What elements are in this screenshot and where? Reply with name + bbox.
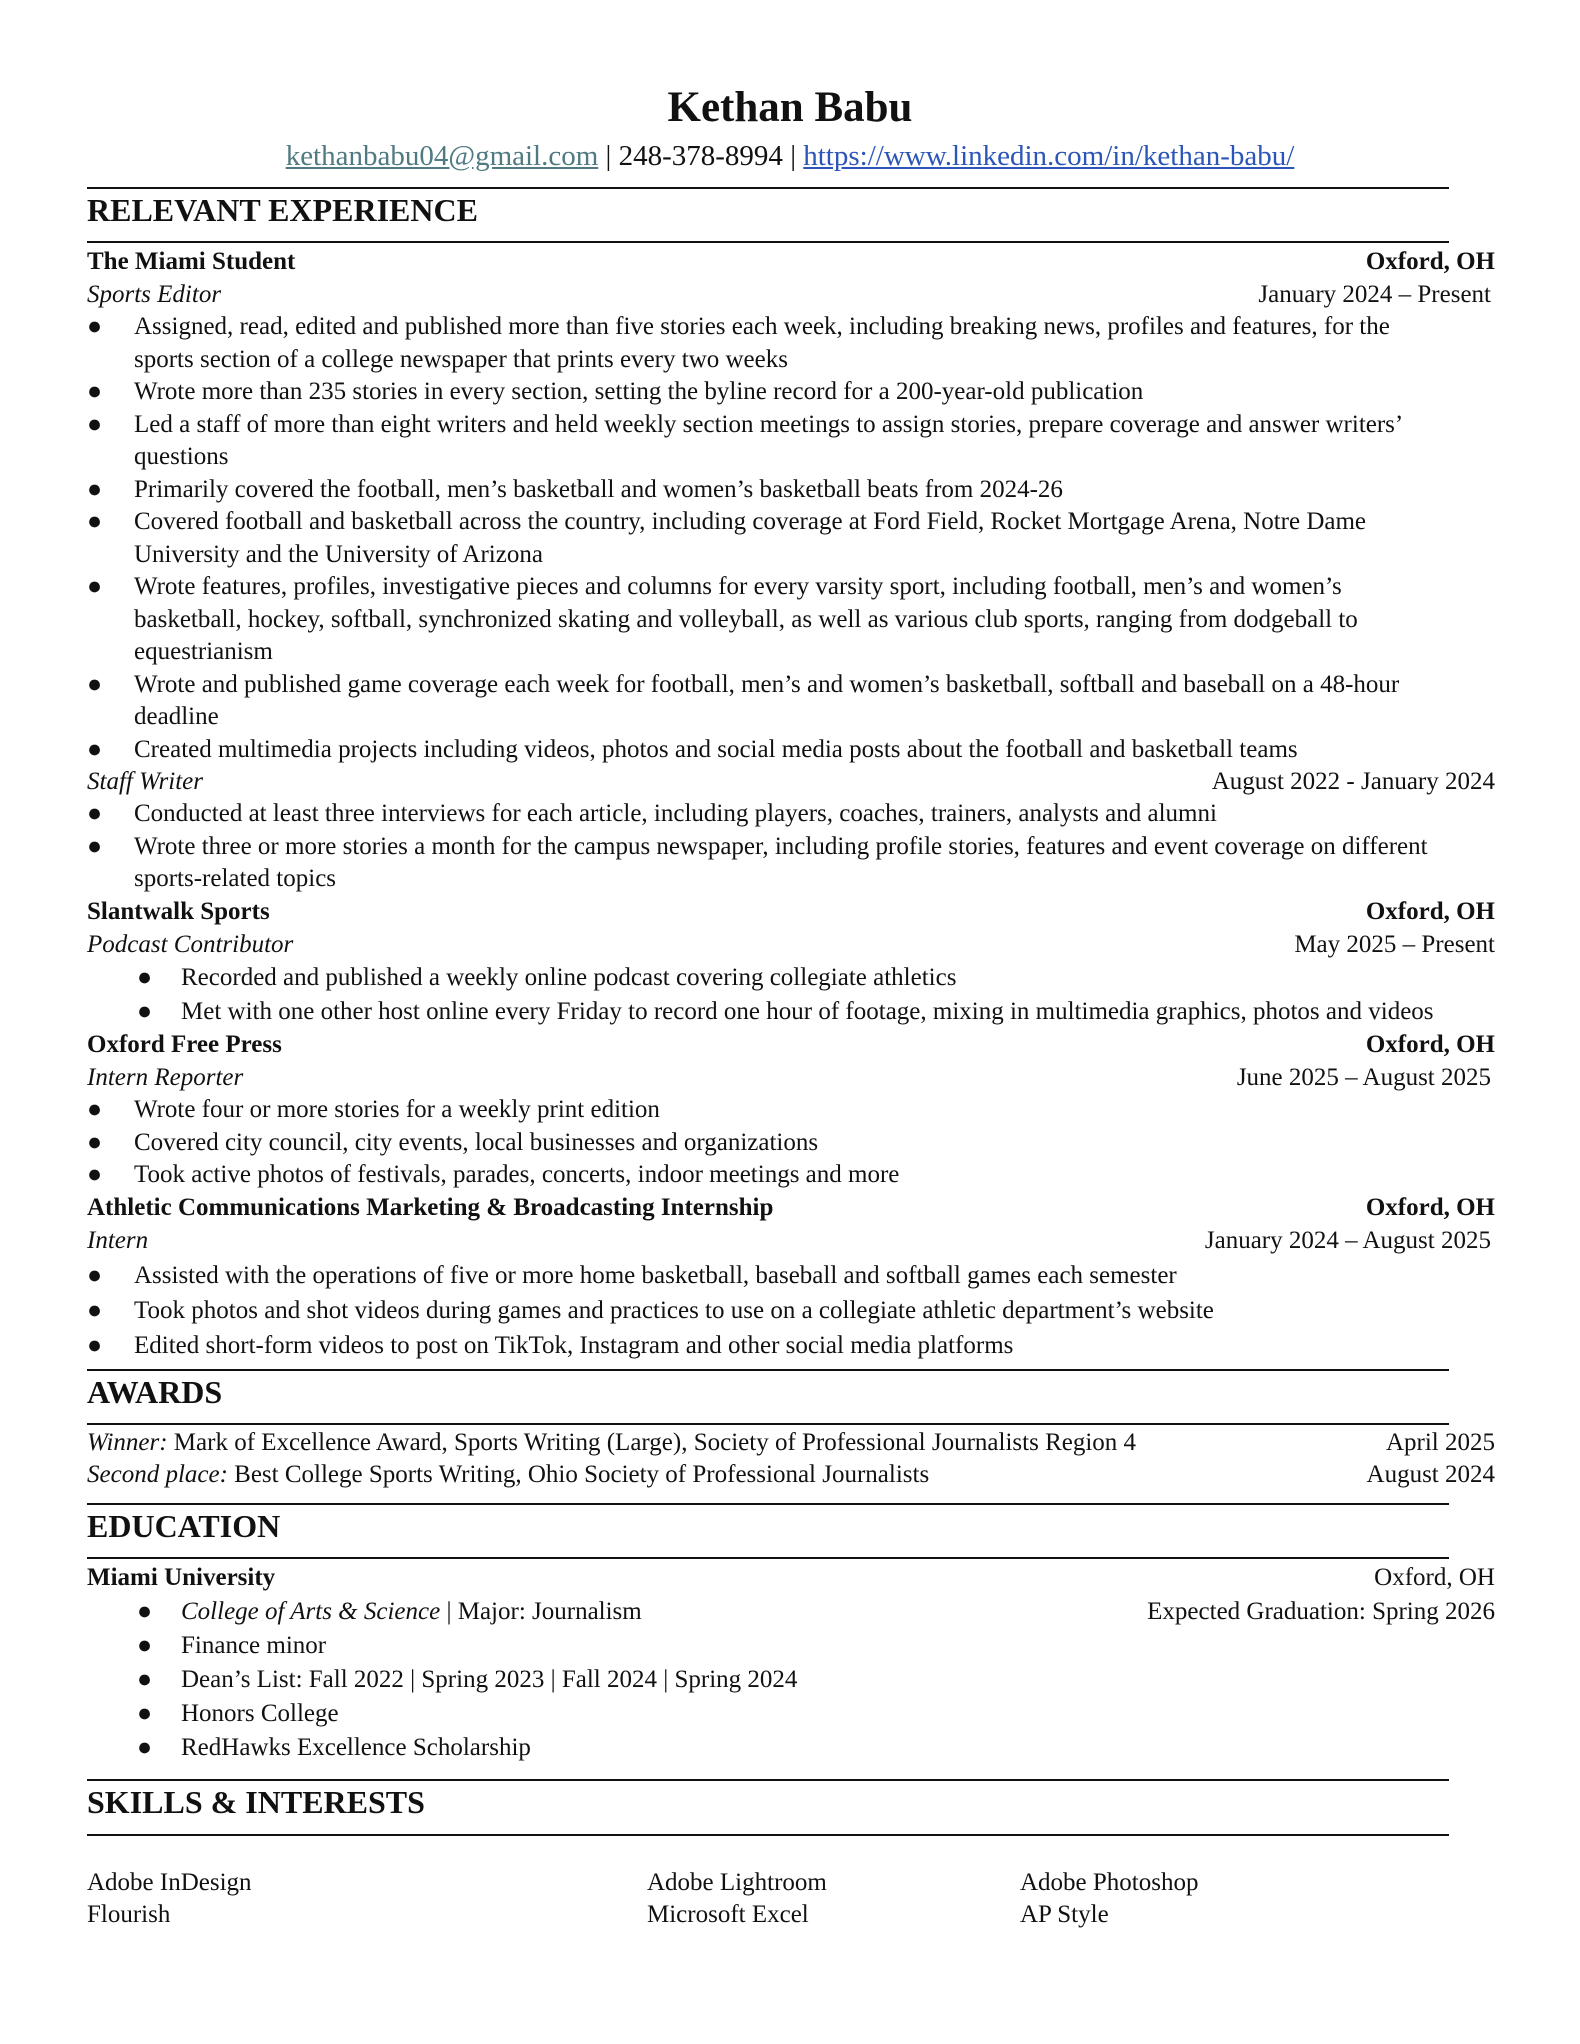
bullet-icon: ●: [87, 800, 103, 827]
organization-name: Athletic Communications Marketing & Broadcasting Internship: [87, 1194, 774, 1221]
job-header: [87, 1029, 1495, 1061]
award-label: Winner:: [87, 1429, 168, 1456]
list-item: sports-related topics: [134, 865, 337, 892]
list-item: Assigned, read, edited and published more than five stories each week, including breaking news, profiles and features, for the: [134, 313, 1390, 340]
list-item: Wrote three or more stories a month for the campus newspaper, including profile stories, features and event coverage on different: [134, 832, 1428, 860]
bullet-icon: ●: [87, 573, 103, 600]
job-location: Oxford, OH: [1365, 1194, 1495, 1221]
bullet-list: [87, 1596, 1495, 1766]
job-role-row: [87, 929, 1495, 961]
bullet-icon: ●: [87, 313, 103, 340]
list-item: RedHawks Excellence Scholarship: [181, 1734, 531, 1761]
list-item: basketball, hockey, softball, synchronized skating and volleyball, as well as various club sports, ranging from dodgeball to: [134, 605, 1358, 633]
job-location: Oxford, OH: [1365, 1031, 1495, 1058]
award-date: August 2024: [1366, 1461, 1495, 1488]
bullet-icon: ●: [87, 1262, 103, 1289]
bullet-icon: ●: [137, 1700, 153, 1727]
section-title-experience: RELEVANT EXPERIENCE: [87, 192, 478, 228]
list-item: Recorded and published a weekly online podcast covering collegiate athletics: [181, 964, 957, 991]
expected-graduation: Expected Graduation: Spring 2026: [1147, 1598, 1495, 1625]
award-text: [87, 1427, 1136, 1459]
list-item: Created multimedia projects including videos, photos and social media posts about the football and basketball teams: [134, 735, 1298, 763]
section-title-awards: AWARDS: [87, 1374, 223, 1410]
job-location: Oxford, OH: [1365, 248, 1495, 275]
job-role: Intern Reporter: [87, 1064, 244, 1091]
bullet-icon: ●: [137, 998, 153, 1025]
bullet-list: [87, 798, 1495, 896]
bullet-icon: ●: [87, 1096, 103, 1123]
list-item: Conducted at least three interviews for each article, including players, coaches, trainers, analysts and alumni: [134, 800, 1217, 827]
job-role: Sports Editor: [87, 281, 222, 308]
organization-name: Slantwalk Sports: [87, 898, 270, 925]
list-item: equestrianism: [134, 638, 273, 665]
bullet-icon: ●: [87, 1128, 103, 1156]
bullet-icon: ●: [87, 670, 103, 698]
list-item: Assisted with the operations of five or more home basketball, baseball and softball games each semester: [134, 1262, 1177, 1289]
school-header: [87, 1562, 1495, 1594]
bullet-icon: ●: [87, 832, 103, 860]
section-divider: [87, 1557, 1449, 1559]
list-item: deadline: [134, 703, 219, 730]
list-item: questions: [134, 443, 229, 470]
job-location: Oxford, OH: [1365, 898, 1495, 925]
bullet-icon: ●: [87, 508, 103, 535]
job-dates: January 2024 – Present: [1258, 281, 1491, 308]
list-item: Covered city council, city events, local businesses and organizations: [134, 1128, 819, 1156]
list-item: Took active photos of festivals, parades, concerts, indoor meetings and more: [134, 1161, 900, 1188]
school-location: Oxford, OH: [1374, 1564, 1495, 1591]
phone-number: 248-378-8994: [618, 140, 783, 172]
skill-item: Adobe InDesign: [87, 1869, 252, 1896]
job-header: [87, 896, 1495, 928]
contact-separator: |: [782, 140, 804, 172]
award-date: April 2025: [1385, 1429, 1495, 1456]
section-title-skills: SKILLS & INTERESTS: [87, 1784, 425, 1820]
contact-separator: |: [598, 140, 619, 172]
list-item: Took photos and shot videos during games and practices to use on a collegiate athletic department’s website: [134, 1297, 1214, 1324]
bullet-icon: ●: [87, 1297, 103, 1324]
job-header: [87, 1192, 1495, 1224]
section-divider: [87, 1834, 1449, 1836]
college-name: College of Arts & Science: [181, 1598, 441, 1625]
job-role: Intern: [87, 1227, 149, 1254]
bullet-icon: ●: [87, 1332, 103, 1359]
job-header: [87, 246, 1495, 278]
list-item: Primarily covered the football, men’s basketball and women’s basketball beats from 2024-26: [134, 475, 1063, 503]
job-role-row: [87, 766, 1495, 798]
major: | Major: Journalism: [440, 1598, 642, 1625]
organization-name: The Miami Student: [87, 248, 296, 275]
bullet-icon: ●: [87, 1161, 103, 1188]
candidate-name: Kethan Babu: [667, 84, 913, 131]
job-dates: August 2022 - January 2024: [1211, 768, 1495, 795]
list-item: Dean’s List: Fall 2022 | Spring 2023 | Fall 2024 | Spring 2024: [181, 1666, 798, 1693]
bullet-list: [87, 1260, 1495, 1364]
bullet-icon: ●: [137, 1598, 153, 1625]
award-text: [87, 1459, 929, 1491]
section-divider: [87, 241, 1449, 243]
bullet-icon: ●: [87, 410, 103, 438]
skill-item: AP Style: [1020, 1901, 1109, 1928]
job-dates: May 2025 – Present: [1294, 931, 1495, 958]
job-role-row: [87, 1225, 1495, 1257]
linkedin-link[interactable]: https://www.linkedin.com/in/kethan-babu/: [803, 140, 1295, 172]
list-item: University and the University of Arizona: [134, 540, 543, 568]
section-divider: [87, 1779, 1449, 1781]
skill-item: Adobe Lightroom: [647, 1869, 827, 1896]
bullet-icon: ●: [87, 475, 103, 503]
award-description: Mark of Excellence Award, Sports Writing (Large), Society of Professional Journalists Region 4: [167, 1429, 1137, 1456]
job-role-row: [87, 1062, 1495, 1094]
list-item: Covered football and basketball across the country, including coverage at Ford Field, Rocket Mortgage Arena, Notre Dame: [134, 508, 1367, 535]
job-role-row: [87, 279, 1495, 311]
job-dates: January 2024 – August 2025: [1204, 1227, 1491, 1254]
job-role: Podcast Contributor: [87, 931, 294, 958]
list-item: Honors College: [181, 1700, 339, 1727]
email-link[interactable]: kethanbabu04@gmail.com: [285, 140, 599, 172]
skill-item: Flourish: [87, 1901, 171, 1928]
section-divider: [87, 1423, 1449, 1425]
award-description: Best College Sports Writing, Ohio Society of Professional Journalists: [227, 1461, 930, 1488]
organization-name: Oxford Free Press: [87, 1031, 282, 1058]
list-item: Led a staff of more than eight writers and held weekly section meetings to assign stories, prepare coverage and answer writers’: [134, 410, 1404, 438]
bullet-icon: ●: [87, 378, 103, 405]
list-item: Wrote more than 235 stories in every section, setting the byline record for a 200-year-old publication: [134, 378, 1144, 405]
skill-item: Microsoft Excel: [647, 1901, 809, 1928]
job-role: Staff Writer: [87, 768, 203, 795]
bullet-icon: ●: [137, 1666, 153, 1693]
bullet-list: [87, 962, 1495, 1030]
contact-line: [0, 136, 1580, 176]
list-item: Finance minor: [181, 1632, 327, 1659]
job-dates: June 2025 – August 2025: [1236, 1064, 1491, 1091]
section-divider: [87, 187, 1449, 189]
bullet-icon: ●: [137, 964, 153, 991]
section-divider: [87, 1369, 1449, 1371]
list-item: [181, 1596, 642, 1629]
school-name: Miami University: [87, 1564, 276, 1591]
section-title-education: EDUCATION: [87, 1508, 281, 1544]
list-item: Wrote and published game coverage each week for football, men’s and women’s basketball, softball and baseball on a 48-hour: [134, 670, 1400, 698]
bullet-list: [87, 311, 1495, 771]
bullet-icon: ●: [137, 1632, 153, 1659]
bullet-icon: ●: [87, 735, 103, 763]
list-item: Wrote four or more stories for a weekly print edition: [134, 1096, 660, 1123]
section-divider: [87, 1503, 1449, 1505]
list-item: Wrote features, profiles, investigative pieces and columns for every varsity sport, including football, men’s and women’s: [134, 573, 1342, 600]
bullet-list: [87, 1094, 1495, 1192]
list-item: sports section of a college newspaper that prints every two weeks: [134, 345, 788, 373]
skill-item: Adobe Photoshop: [1020, 1869, 1199, 1896]
list-item: Edited short-form videos to post on TikTok, Instagram and other social media platforms: [134, 1332, 1014, 1359]
list-item: Met with one other host online every Friday to record one hour of footage, mixing in multimedia graphics, photos and videos: [181, 998, 1434, 1025]
award-row: [87, 1427, 1495, 1459]
award-row: [87, 1459, 1495, 1491]
bullet-icon: ●: [137, 1734, 153, 1761]
award-label: Second place:: [87, 1461, 228, 1488]
